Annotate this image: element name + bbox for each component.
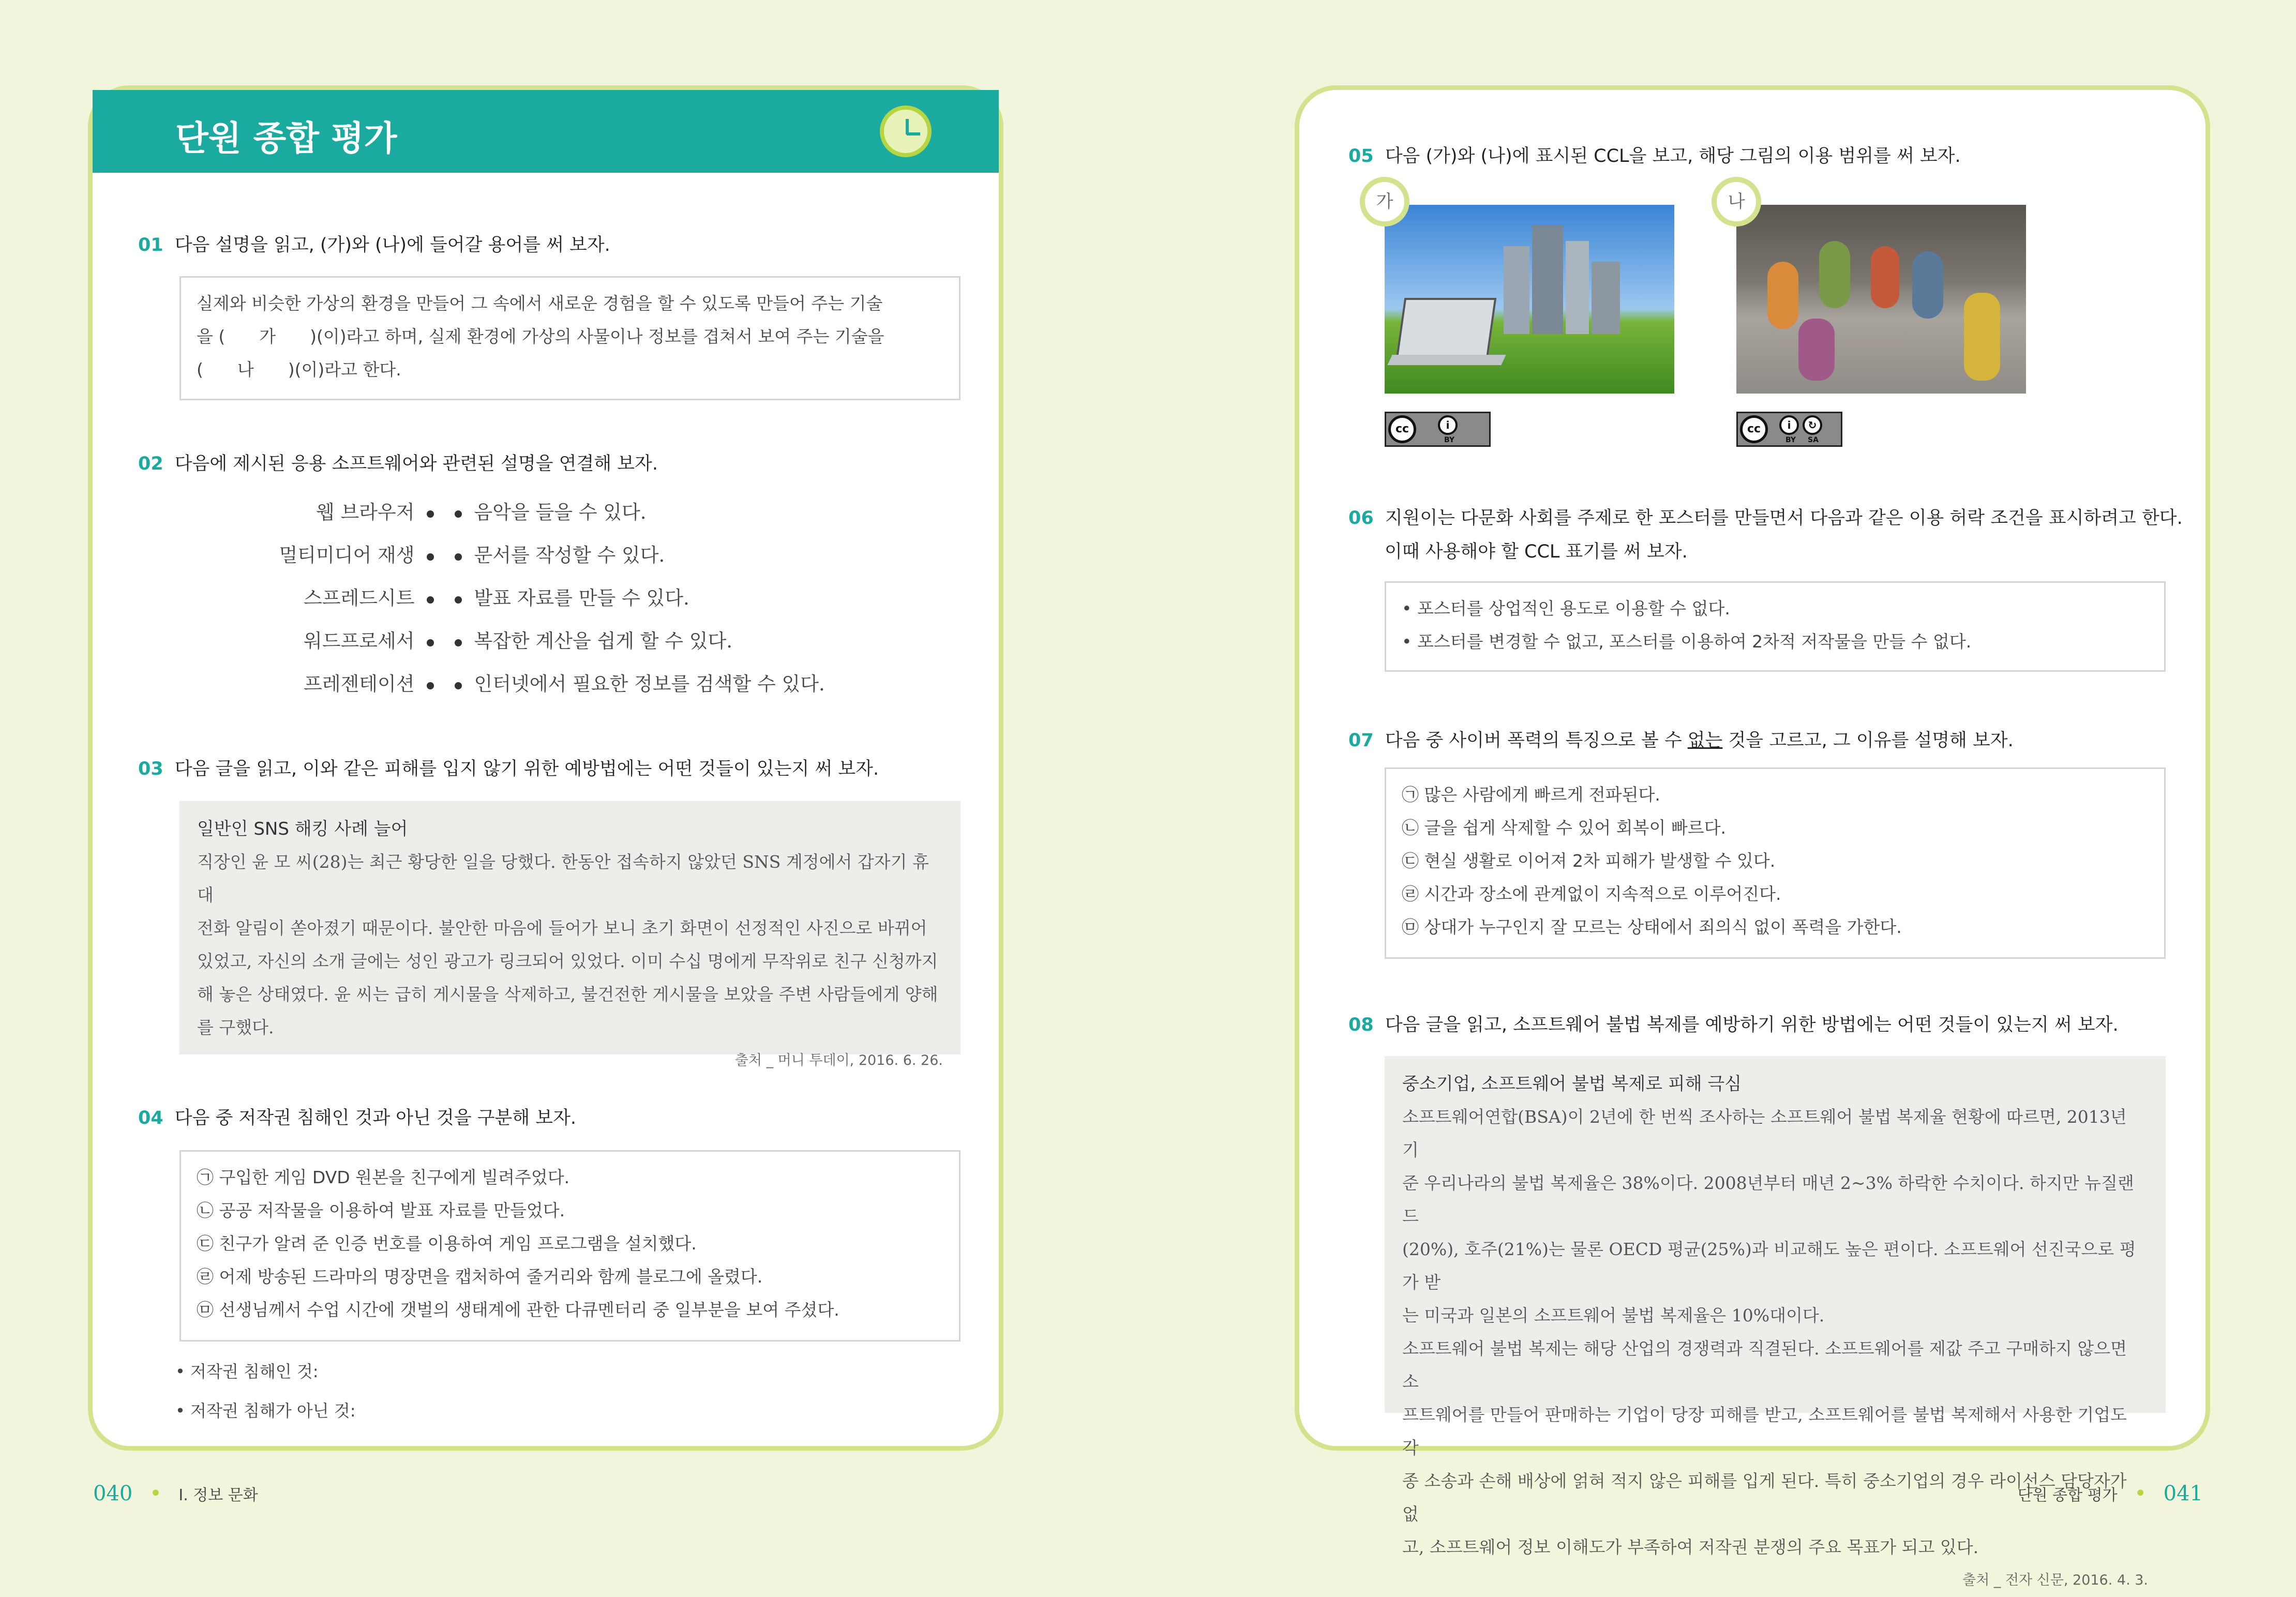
article-line: 해 놓은 상태였다. 윤 씨는 급히 게시물을 삭제하고, 불건전한 게시물을 보았을 주변 사람들에게 양해 <box>197 984 938 1004</box>
article-line: 고, 소프트웨어 정보 이해도가 부족하여 저작권 분쟁의 주요 목표가 되고 있다. <box>1402 1537 1979 1557</box>
question-text: 다음 중 저작권 침해인 것과 아닌 것을 구분해 보자. <box>174 1108 577 1128</box>
question-number: 02 <box>138 454 163 474</box>
article-line: 종 소송과 손해 배상에 얽혀 적지 않은 피해를 입게 된다. 특히 중소기업의 경우 라이선스 담당자가 없 <box>1402 1471 2127 1524</box>
answer-label[interactable]: • 저작권 침해인 것: <box>175 1362 319 1381</box>
article-title: 중소기업, 소프트웨어 불법 복제로 피해 극심 <box>1402 1074 1742 1094</box>
question-text: 다음에 제시된 응용 소프트웨어와 관련된 설명을 연결해 보자. <box>174 454 658 474</box>
footer-left: 040 • Ⅰ. 정보 문화 <box>93 1482 258 1505</box>
article-line: 소프트웨어 불법 복제는 해당 산업의 경쟁력과 직결된다. 소프트웨어를 제값 주고 구매하지 않으면 소 <box>1402 1338 2127 1392</box>
software-list <box>144 491 434 705</box>
question-text: 지원이는 다문화 사회를 주제로 한 포스터를 만들면서 다음과 같은 이용 허락 조건을 표시하려고 한다. <box>1385 508 2183 529</box>
option-item: ㉡ 공공 저작물을 이용하여 발표 자료를 만들었다. <box>197 1200 565 1221</box>
article-line: 프트웨어를 만들어 판매하는 기업이 당장 피해를 받고, 소프트웨어를 불법 복제해서 사용한 기업도 각 <box>1402 1405 2127 1458</box>
description-item[interactable]: 복잡한 계산을 쉽게 할 수 있다. <box>455 620 920 662</box>
question-text-pre: 다음 중 사이버 폭력의 특징으로 볼 수 <box>1385 730 1688 751</box>
question-number: 03 <box>138 759 163 779</box>
question-text: 다음 글을 읽고, 이와 같은 피해를 입지 않기 위한 예방법에는 어떤 것들이 있는지 써 보자. <box>174 759 879 779</box>
option-item: ㉤ 선생님께서 수업 시간에 갯벌의 생태계에 관한 다큐멘터리 중 일부분을 보여 주셨다. <box>197 1300 839 1320</box>
article-source: 출처 _ 머니 투데이, 2016. 6. 26. <box>734 1052 943 1068</box>
answer-label[interactable]: • 저작권 침해가 아닌 것: <box>175 1401 356 1421</box>
description-item[interactable]: 발표 자료를 만들 수 있다. <box>455 577 920 620</box>
ccl-by-badge <box>1385 412 1491 447</box>
ccl-label: BY <box>1444 436 1455 444</box>
article-line: 를 구했다. <box>197 1017 274 1037</box>
software-item[interactable]: 프레젠테이션 <box>144 662 434 705</box>
option-item: ㉢ 친구가 알려 준 인증 번호를 이용하여 게임 프로그램을 설치했다. <box>197 1233 697 1254</box>
question-text: 다음 글을 읽고, 소프트웨어 불법 복제를 예방하기 위한 방법에는 어떤 것들이 있는지 써 보자. <box>1385 1015 2119 1035</box>
article-line: 소프트웨어연합(BSA)이 2년에 한 번씩 조사하는 소프트웨어 불법 복제율 현황에 따르면, 2013년 기 <box>1402 1107 2127 1160</box>
question-number: 05 <box>1348 146 1374 167</box>
software-item[interactable]: 스프레드시트 <box>144 577 434 620</box>
question-06-line2: 이때 사용해야 할 CCL 표기를 써 보자. <box>1385 541 1688 562</box>
passage-line: 을 ( 가 )(이)라고 하며, 실제 환경에 가상의 사물이나 정보를 겹쳐서 보여 주는 기술을 <box>197 326 884 346</box>
question-05 <box>1348 142 1961 168</box>
question-number: 04 <box>138 1108 163 1128</box>
q07-options-box <box>1385 767 2166 959</box>
article-line: 는 미국과 일본의 소프트웨어 불법 복제율은 10%대이다. <box>1402 1305 1825 1325</box>
marker-b: 나 <box>1712 177 1761 227</box>
article-source: 출처 _ 전자 신문, 2016. 4. 3. <box>1962 1572 2148 1588</box>
article-line: 준 우리나라의 불법 복제율은 38%이다. 2008년부터 매년 2~3% 하락한 수치이다. 하지만 뉴질랜드 <box>1402 1173 2134 1226</box>
question-number: 06 <box>1348 508 1374 529</box>
q04-answer-lines <box>175 1352 356 1430</box>
option-item: ㉡ 글을 쉽게 삭제할 수 있어 회복이 빠르다. <box>1402 818 1726 838</box>
q06-conditions-box <box>1385 581 2166 672</box>
question-text-post: 것을 고르고, 그 이유를 설명해 보자. <box>1722 730 2014 751</box>
photo-laptop-city <box>1385 205 1674 394</box>
question-02 <box>138 449 658 475</box>
question-text-underlined: 없는 <box>1687 730 1723 751</box>
page-number: 041 <box>2163 1482 2203 1505</box>
description-item[interactable]: 음악을 들을 수 있다. <box>455 491 920 534</box>
software-item[interactable]: 멀티미디어 재생 <box>144 534 434 577</box>
unit-header <box>93 90 999 173</box>
cc-icon: cc <box>1740 415 1768 443</box>
question-06 <box>1348 504 2183 530</box>
ccl-label: SA <box>1808 436 1819 444</box>
article-line: 직장인 윤 모 씨(28)는 최근 황당한 일을 당했다. 한동안 접속하지 않았던 SNS 계정에서 갑자기 휴대 <box>197 852 929 905</box>
section-name: Ⅰ. 정보 문화 <box>178 1486 258 1504</box>
question-01 <box>138 231 610 257</box>
question-number: 08 <box>1348 1015 1374 1035</box>
clock-icon <box>880 106 932 157</box>
option-item: ㉣ 시간과 장소에 관계없이 지속적으로 이루어진다. <box>1402 884 1781 904</box>
option-item: ㉣ 어제 방송된 드라마의 명장면을 캡처하여 줄거리와 함께 블로그에 올렸다. <box>197 1267 763 1287</box>
condition-item: • 포스터를 상업적인 용도로 이용할 수 없다. <box>1402 598 1730 619</box>
software-item[interactable]: 워드프로세서 <box>144 620 434 662</box>
option-item: ㉠ 많은 사람에게 빠르게 전파된다. <box>1402 785 1660 805</box>
question-03 <box>138 755 879 780</box>
left-page <box>88 85 1003 1451</box>
option-item: ㉠ 구입한 게임 DVD 원본을 친구에게 빌려주었다. <box>197 1167 570 1187</box>
article-line: 전화 알림이 쏟아졌기 때문이다. 불안한 마음에 들어가 보니 초기 화면이 선정적인 사진으로 바뀌어 <box>197 918 927 938</box>
q01-passage-box <box>179 276 961 400</box>
attribution-icon: i <box>1438 415 1458 435</box>
option-item: ㉢ 현실 생활로 이어져 2차 피해가 발생할 수 있다. <box>1402 851 1776 871</box>
question-number: 01 <box>138 235 163 255</box>
question-number: 07 <box>1348 730 1374 751</box>
photo-clay-figures <box>1736 205 2026 394</box>
share-alike-icon: ↻ <box>1803 415 1822 435</box>
ccl-by-sa-badge <box>1736 412 1842 447</box>
passage-line: 실제와 비슷한 가상의 환경을 만들어 그 속에서 새로운 경험을 할 수 있도록 만들어 주는 기술 <box>197 293 883 313</box>
article-title: 일반인 SNS 해킹 사례 늘어 <box>197 819 408 839</box>
attribution-icon: i <box>1779 415 1799 435</box>
description-item[interactable]: 문서를 작성할 수 있다. <box>455 534 920 577</box>
marker-a: 가 <box>1360 177 1409 227</box>
q03-article-box <box>179 801 961 1068</box>
section-name: 단원 종합 평가 <box>2017 1486 2118 1504</box>
article-line: (20%), 호주(21%)는 물론 OECD 평균(25%)과 비교해도 높은 편이다. 소프트웨어 선진국으로 평가 받 <box>1402 1239 2136 1292</box>
cc-icon: cc <box>1388 415 1416 443</box>
question-08 <box>1348 1011 2119 1036</box>
condition-item: • 포스터를 변경할 수 없고, 포스터를 이용하여 2차적 저작물을 만들 수 없다. <box>1402 631 1972 652</box>
page-title: 단원 종합 평가 <box>175 118 397 158</box>
question-04 <box>138 1104 576 1129</box>
ccl-label: BY <box>1785 436 1796 444</box>
passage-line: ( 나 )(이)라고 한다. <box>197 359 401 380</box>
option-item: ㉤ 상대가 누구인지 잘 모르는 상태에서 죄의식 없이 폭력을 가한다. <box>1402 917 1902 937</box>
description-list <box>455 491 920 705</box>
q04-options-box <box>179 1150 961 1342</box>
page-number: 040 <box>93 1482 133 1505</box>
description-item[interactable]: 인터넷에서 필요한 정보를 검색할 수 있다. <box>455 662 920 705</box>
question-text: 다음 설명을 읽고, (가)와 (나)에 들어갈 용어를 써 보자. <box>174 235 610 255</box>
footer-right: 단원 종합 평가 • 041 <box>2017 1482 2203 1505</box>
article-line: 있었고, 자신의 소개 글에는 성인 광고가 링크되어 있었다. 이미 수십 명에게 무작위로 친구 신청까지 <box>197 951 938 971</box>
question-text: 다음 (가)와 (나)에 표시된 CCL을 보고, 해당 그림의 이용 범위를 써 보자. <box>1385 146 1961 167</box>
software-item[interactable]: 웹 브라우저 <box>144 491 434 534</box>
question-07 <box>1348 726 2014 752</box>
